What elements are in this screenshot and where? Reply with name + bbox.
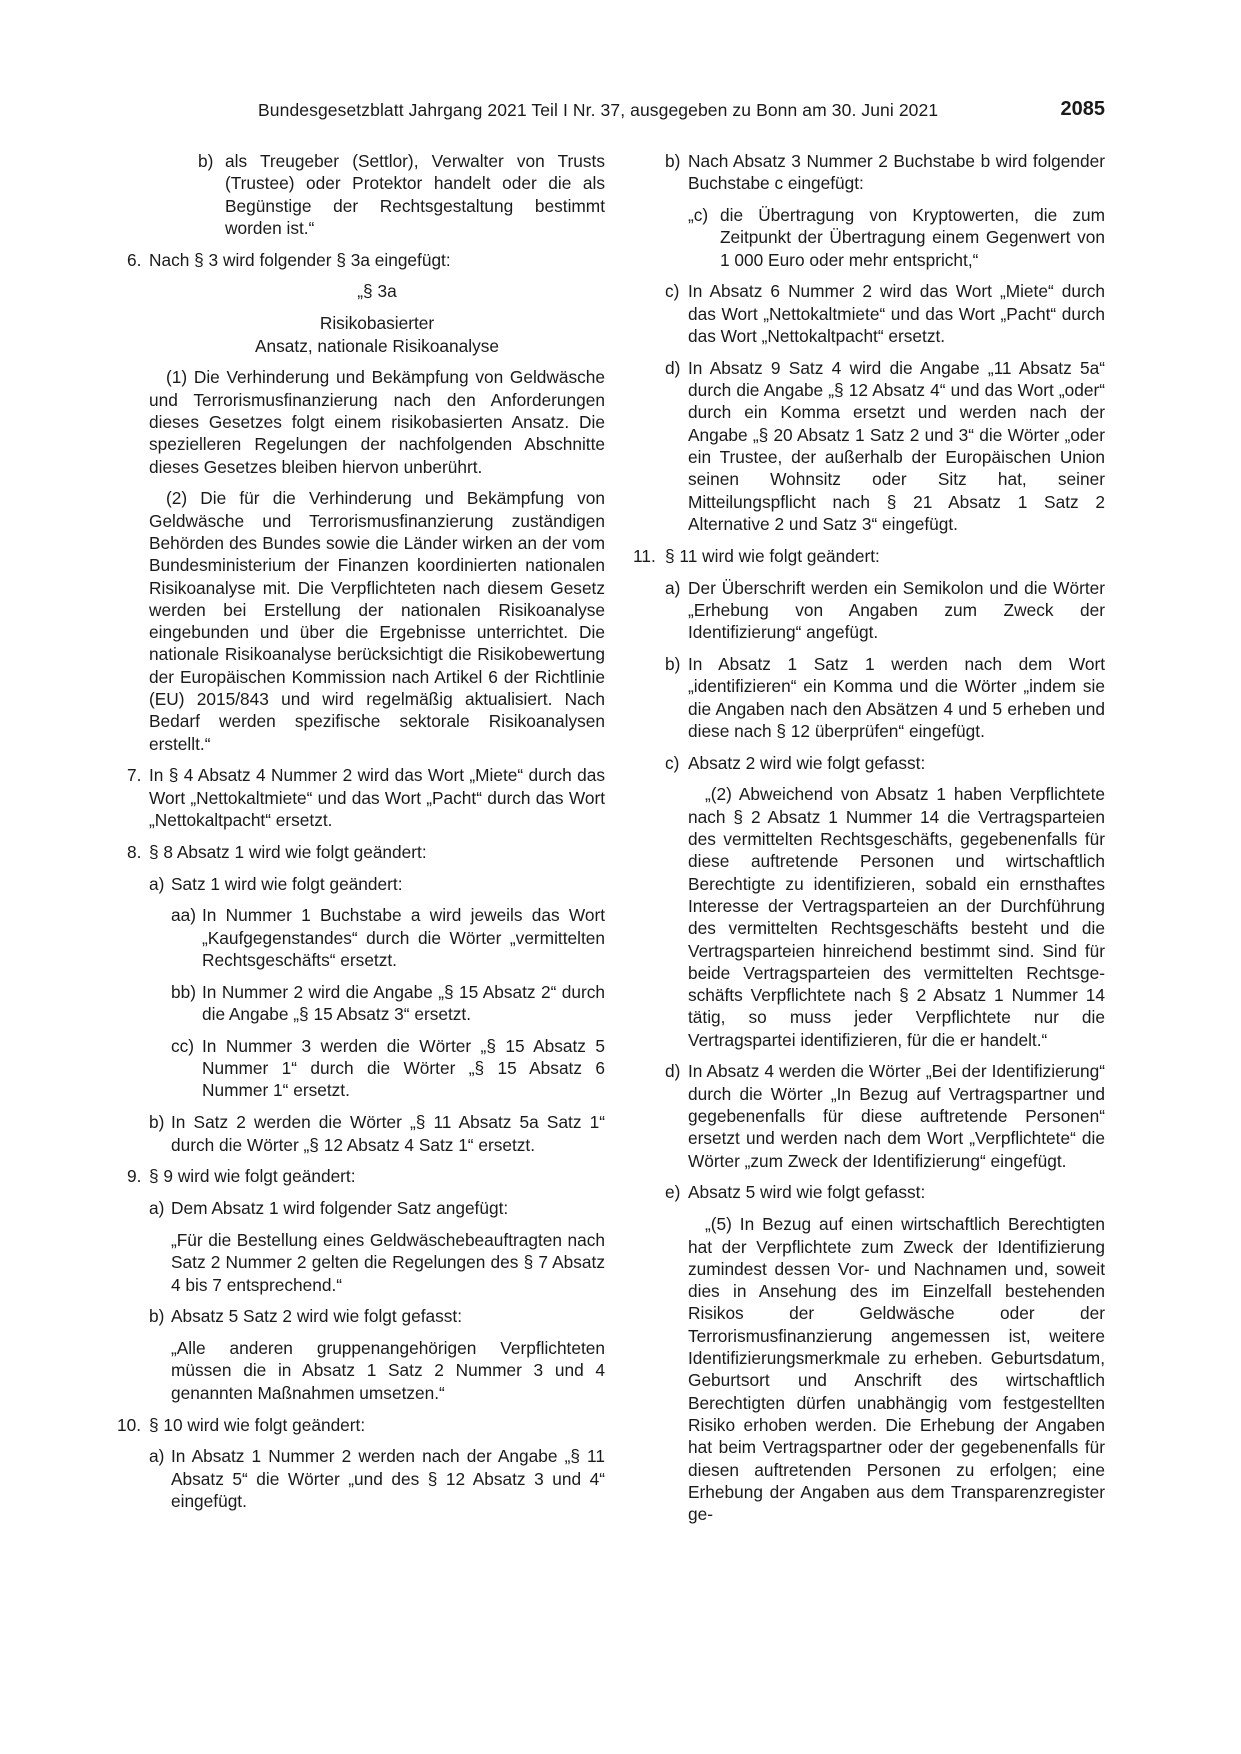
section-heading <box>130 280 605 302</box>
item-label: e) <box>665 1182 681 1203</box>
list-item-10 <box>117 1414 605 1436</box>
list-item-b-continued <box>130 150 605 239</box>
list-item-6 <box>127 249 605 271</box>
list-item-9b <box>130 1305 605 1327</box>
list-item-8a <box>130 873 605 895</box>
item-text: § 11 wird wie folgt geändert: <box>665 545 880 566</box>
quote-9b: „Alle anderen gruppenangehörigen Verpflichteten müssen die in Absatz 1 Satz 2 Nummer 3 und 4 genannten Maßnahmen umsetzen.“ <box>171 1338 605 1403</box>
header-title: Bundesgesetzblatt Jahrgang 2021 Teil I Nr. 37, ausgegeben zu Bonn am 30. Juni 2021 <box>258 100 939 120</box>
item-label: 10. <box>117 1414 142 1435</box>
item-text: § 9 wird wie folgt geändert: <box>149 1166 356 1187</box>
item-label: a) <box>149 873 165 894</box>
item-label: c) <box>665 752 680 773</box>
paragraph-2: (2) Die für die Verhinderung und Bekämpfung von Geldwäsche und Terrorismusfinanzierung zuständigen Behörden des Bundes sowie die Länder wirken an der vom Bundesministerium der Finanzen koordinierten nationalen Risikoanalyse mit. Die Verpflichteten nach diesem Gesetz werden bei Erstellung der nationalen Risikoanalyse eingebunden und über die Ergebnisse unterrichtet. Die nationale Risikoanalyse berücksichtigt die Risikobewertung der Europäischen Kommission nach Artikel 6 der Richtlinie (EU) 2015/843 und wird regelmäßig aktualisiert. Nach Bedarf werden spezifische sektorale Risikoanalysen erstellt.“ <box>149 488 605 754</box>
item-label: cc) <box>171 1035 195 1056</box>
item-text: als Treugeber (Settlor), Verwalter von Trusts (Trustee) oder Protektor handelt oder die als Begünstige der Rechtsgestaltung bestimmt worden ist.“ <box>225 151 605 238</box>
item-label: 6. <box>127 249 142 270</box>
list-item-11 <box>633 545 1105 567</box>
item-text: Dem Absatz 1 wird folgender Satz angefügt: <box>171 1198 509 1219</box>
item-label: d) <box>665 1061 681 1082</box>
item-label: 7. <box>127 765 142 786</box>
item-text: Nach § 3 wird folgender § 3a eingefügt: <box>149 249 451 270</box>
item-label: „c) <box>688 205 709 226</box>
item-text: Nach Absatz 3 Nummer 2 Buchstabe b wird folgender Buchstabe c eingefügt: <box>688 151 1105 194</box>
item-label: a) <box>665 577 681 598</box>
list-item-9 <box>127 1165 605 1187</box>
page-header <box>130 100 1105 130</box>
list-item-8b <box>130 1111 605 1156</box>
item-text: Absatz 2 wird wie folgt gefasst: <box>688 752 926 773</box>
item-label: a) <box>149 1198 165 1219</box>
item-text: In Nummer 2 wird die Angabe „§ 15 Absatz 2“ durch die Angabe „§ 15 Absatz 3“ ersetzt. <box>202 981 605 1025</box>
item-text: Absatz 5 Satz 2 wird wie folgt gefasst: <box>171 1306 463 1327</box>
item-text: § 10 wird wie folgt geändert: <box>149 1414 366 1435</box>
quote-11e: „(5) In Bezug auf einen wirtschaftlich Berechtigten hat der Verpflichtete zum Zweck der Identifizierung zumindest dessen Vor- und Nachnamen und, soweit dies in Ansehung des im Einzelfall bestehenden Risikos der Geldwäsche oder der Terrorismusfinanzierung angemessen ist, weitere Identifizierungsmerkmale zu erheben. Geburtsdatum, Geburtsort und Anschrift des wirtschaftlich Berechtigten dürfen unabhängig vom festgestellten Risiko erhoben werden. Die Erhebung der Angaben hat beim Vertragspartner oder der gegebenenfalls für diesen auftretenden Personen zu erfolgen; eine Erhebung der Angaben aus dem Transparenzregister ge- <box>688 1214 1105 1525</box>
list-item-10b <box>660 150 1105 195</box>
item-label: a) <box>149 1446 165 1467</box>
list-item-10a <box>130 1445 605 1512</box>
item-text: Absatz 5 wird wie folgt gefasst: <box>688 1182 926 1203</box>
item-label: aa) <box>171 905 196 926</box>
list-item-7 <box>127 764 605 831</box>
item-label: b) <box>149 1306 165 1327</box>
item-label: 11. <box>633 545 656 566</box>
item-text: In Nummer 3 werden die Wörter „§ 15 Absatz 5 Nummer 1“ durch die Wörter „§ 15 Absatz 6 Nummer 1“ ersetzt. <box>202 1035 605 1101</box>
list-item-10d <box>660 357 1105 535</box>
list-item-9a <box>130 1197 605 1219</box>
list-item-8 <box>127 841 605 863</box>
left-column <box>117 150 605 1522</box>
list-item-11b <box>660 653 1105 742</box>
section-title <box>130 312 605 357</box>
item-text: In Absatz 1 Satz 1 werden nach dem Wort „identifizieren“ ein Komma und die Wörter „indem sie die Angaben nach den Absätzen 4 und 5 erheben und diese nach § 12 überprüfen“ eingefügt. <box>688 653 1105 741</box>
item-label: b) <box>665 151 681 171</box>
item-label: c) <box>665 281 680 302</box>
item-text: In Absatz 9 Satz 4 wird die Angabe „11 Absatz 5a“ durch die Angabe „§ 12 Absatz 4“ und das Wort „oder“ durch ein Komma ersetzt und werden nach der Angabe „§ 20 Absatz 1 Satz 2 und 3“ die Wörter „oder ein Trustee, der außerhalb der Europäischen Union seinen Wohnsitz oder Sitz hat, seiner Mitteilungspflicht nach § 21 Absatz 1 Satz 2 Alternative 2 und Satz 3“ eingefügt. <box>688 357 1105 534</box>
list-item-11a <box>660 577 1105 644</box>
list-item-8aa <box>130 904 605 971</box>
item-text: In § 4 Absatz 4 Nummer 2 wird das Wort „Miete“ durch das Wort „Nettokaltmiete“ und das Wort „Pacht“ durch das Wort „Nettokaltpacht“ ersetzt. <box>149 765 605 831</box>
item-label: 9. <box>127 1166 142 1187</box>
section-title-line-1: Risikobasierter <box>319 313 435 334</box>
list-item-8cc <box>130 1035 605 1102</box>
section-title-line-2: Ansatz, nationale Risikoanalyse <box>255 335 499 356</box>
item-text: Der Überschrift werden ein Semikolon und die Wörter „Erhebung von Angaben zum Zweck der Identifizierung“ angefügt. <box>688 577 1105 643</box>
item-text: In Absatz 6 Nummer 2 wird das Wort „Miete“ durch das Wort „Nettokaltmiete“ und das Wort „Pacht“ durch das Wort „Nettokaltpacht“ ersetzt. <box>688 281 1105 347</box>
item-label: 8. <box>127 841 142 862</box>
list-item-11c <box>660 752 1105 774</box>
paragraph-1: (1) Die Verhinderung und Bekämpfung von Geldwäsche und Terrorismusfinanzierung nach den Anforderungen dieses Gesetzes folgt einem risikobasierten Ansatz. Die spezielleren Regelungen der nachfolgenden Abschnitte dieses Gesetzes bleiben hiervon unberührt. <box>149 367 605 477</box>
item-text: Satz 1 wird wie folgt geändert: <box>171 873 403 894</box>
item-label: d) <box>665 357 681 378</box>
item-text: § 8 Absatz 1 wird wie folgt geändert: <box>149 841 427 862</box>
item-text: In Absatz 4 werden die Wörter „Bei der Identifizierung“ durch die Wörter „In Bezug auf Vertragspartner und gegebenenfalls für diese auftretende Personen“ ersetzt und werden nach dem Wort „Verpflichtete“ die Wörter „zum Zweck der Identifizierung“ eingefügt. <box>688 1061 1105 1171</box>
section-number: „§ 3a <box>357 281 397 302</box>
item-text: In Nummer 1 Buchstabe a wird jeweils das Wort „Kaufgegenstandes“ durch die Wörter „vermittelten Rechtsgeschäfts“ ersetzt. <box>202 905 605 970</box>
item-label: b) <box>665 653 681 674</box>
item-text: In Satz 2 werden die Wörter „§ 11 Absatz 5a Satz 1“ durch die Wörter „§ 12 Absatz 4 Satz 1“ ersetzt. <box>171 1112 605 1155</box>
page-number: 2085 <box>1060 98 1105 120</box>
item-label: b) <box>149 1112 165 1133</box>
quote-9a: „Für die Bestellung eines Geldwäschebeauftragten nach Satz 2 Nummer 2 gelten die Regelungen des § 7 Absatz 4 bis 7 entsprechend.“ <box>171 1229 605 1295</box>
list-item-8bb <box>130 981 605 1026</box>
item-text: In Absatz 1 Nummer 2 werden nach der Angabe „§ 11 Absatz 5“ die Wörter „und des § 12 Absatz 3 und 4“ eingefügt. <box>171 1446 605 1511</box>
quote-11c: „(2) Abweichend von Absatz 1 haben Verpflichtete nach § 2 Absatz 1 Nummer 14 die Vertragsparteien des vermittelten Rechtsgeschäfts, gegebenenfalls für diese auftretende Personen und wirtschaftlich Berechtigte zu identifizieren, sobald ein ernsthaftes Interesse der Vertragsparteien an der Durchführung des vermittelten Rechtsgeschäfts besteht und die Vertragsparteien hinreichend bestimmt sind. Sind für beide Vertragsparteien des vermittelten Rechtsgeschäfts Verpflichtete nach § 2 Absatz 1 Nummer 14 tätig, so muss jeder Verpflichtete nur die Vertragspartei identifizieren, für die er handelt.“ <box>688 784 1105 1050</box>
quote-10b <box>660 204 1105 271</box>
right-column <box>633 150 1105 1535</box>
item-label: b) <box>198 151 214 171</box>
list-item-11e <box>660 1181 1105 1203</box>
item-label: bb) <box>171 981 196 1002</box>
list-item-10c <box>660 280 1105 347</box>
item-text: die Übertragung von Kryptowerten, die zum Zeitpunkt der Übertragung einem Gegenwert von 1 000 Euro oder mehr entspricht,“ <box>720 205 1105 270</box>
list-item-11d <box>660 1060 1105 1171</box>
